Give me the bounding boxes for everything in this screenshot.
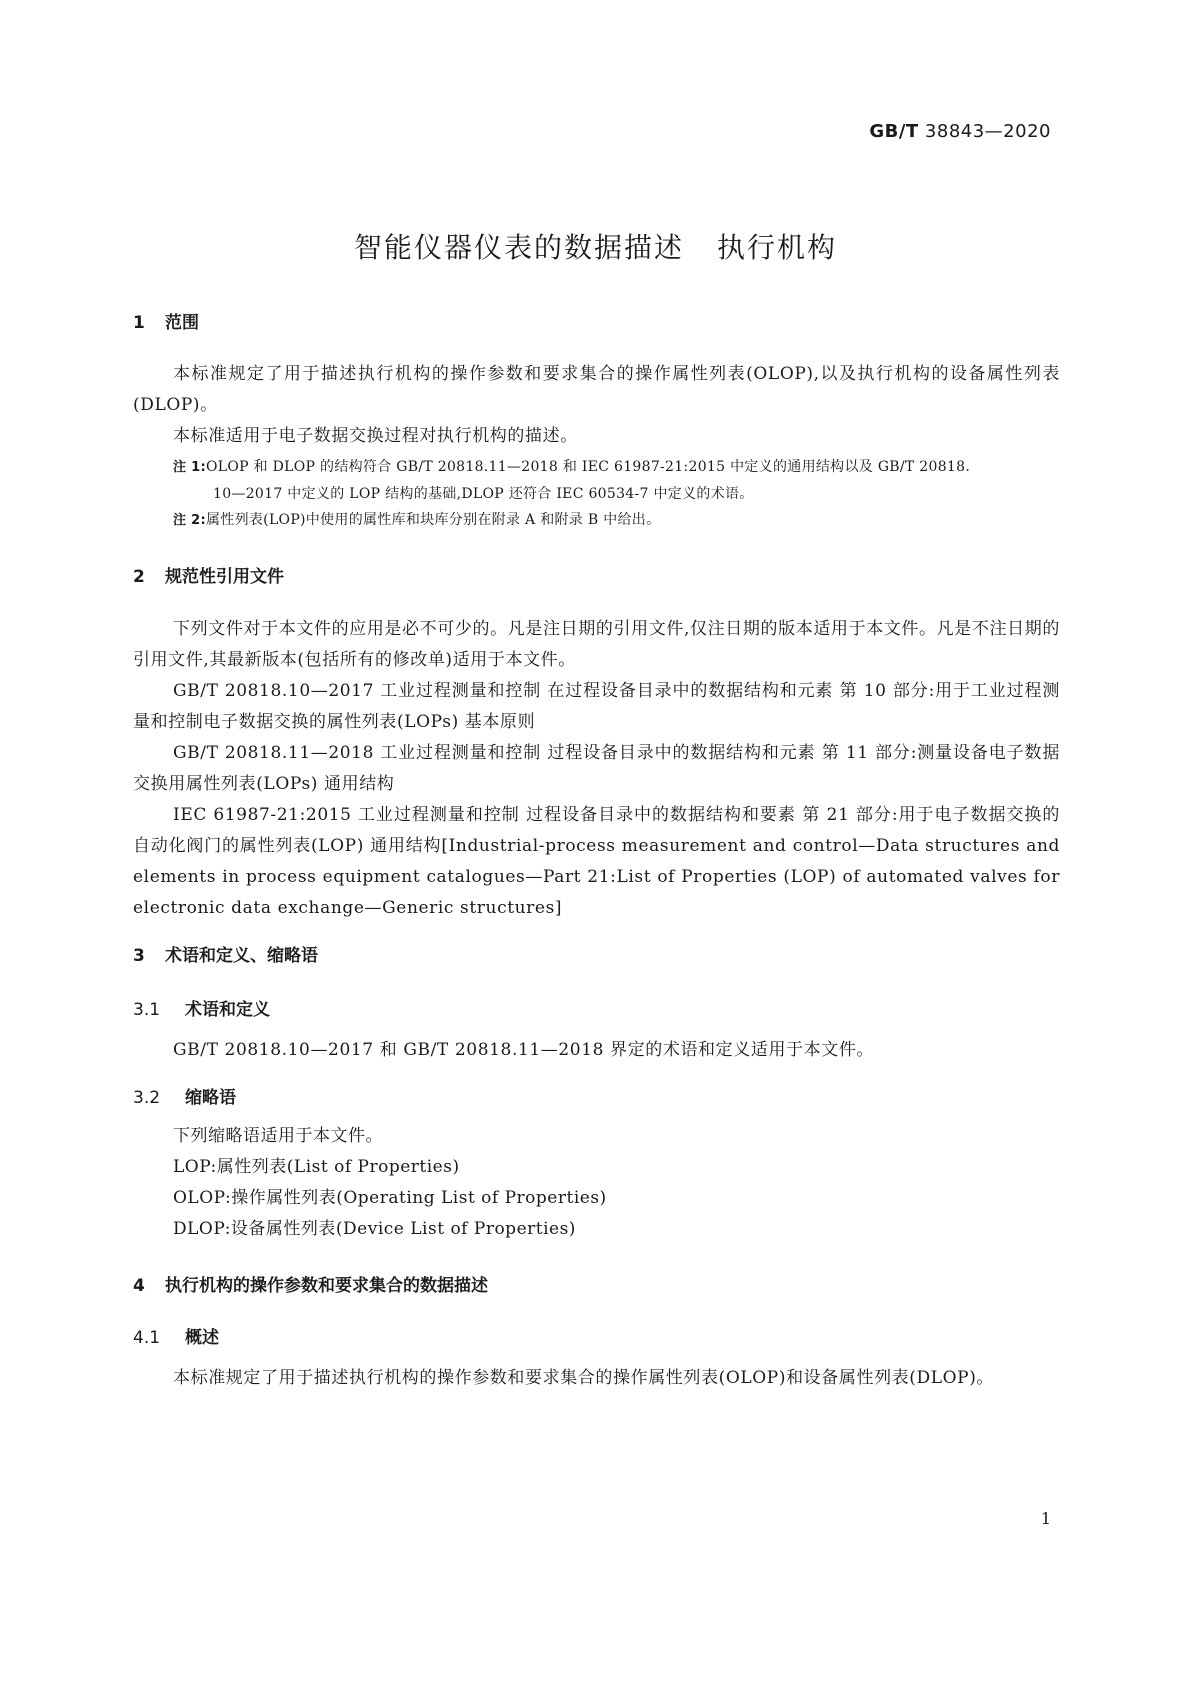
section-1-heading: [133, 308, 1060, 333]
paragraph: GB/T 20818.10—2017 和 GB/T 20818.11—2018 界定的术语和定义适用于本文件。: [173, 1040, 875, 1060]
subsection-title: 概述: [185, 1328, 219, 1348]
section-2-body: [133, 614, 1060, 924]
section-title: 执行机构的操作参数和要求集合的数据描述: [165, 1276, 488, 1296]
section-4-1-body: [133, 1363, 1060, 1394]
note-text: 属性列表(LOP)中使用的属性库和块库分别在附录 A 和附录 B 中给出。: [205, 512, 661, 528]
paragraph: 下列文件对于本文件的应用是必不可少的。凡是注日期的引用文件,仅注日期的版本适用于本文件。凡是不注日期的引用文件,其最新版本(包括所有的修改单)适用于本文件。: [133, 619, 1060, 670]
section-1-body: [133, 359, 1060, 534]
section-3-2-heading: [133, 1083, 1060, 1108]
abbreviation-item: LOP:属性列表(List of Properties): [173, 1157, 460, 1177]
note-label: 注 2:: [173, 513, 206, 528]
reference-item: IEC 61987-21:2015 工业过程测量和控制 过程设备目录中的数据结构和要素 第 21 部分:用于电子数据交换的自动化阀门的属性列表(LOP) 通用结构[Industrial-process measurement and control—Data structures and elements in process equipment catalogues—Part 21:List of Properties (LOP) of automated valves for electronic data exchange—Generic structures]: [133, 805, 1060, 918]
section-number: 3: [133, 946, 145, 966]
note-text: OLOP 和 DLOP 的结构符合 GB/T 20818.11—2018 和 IEC 61987-21:2015 中定义的通用结构以及 GB/T 20818.: [205, 459, 971, 475]
section-3-1-heading: [133, 995, 1060, 1020]
section-4-heading: [133, 1271, 1060, 1296]
note-1: [133, 454, 1060, 507]
section-number: 2: [133, 567, 145, 587]
paragraph: 下列缩略语适用于本文件。: [173, 1126, 383, 1146]
section-number: 1: [133, 313, 145, 333]
section-title: 范围: [165, 313, 199, 333]
section-2-heading: [133, 562, 1060, 587]
paragraph: 本标准规定了用于描述执行机构的操作参数和要求集合的操作属性列表(OLOP)和设备属性列表(DLOP)。: [173, 1368, 995, 1388]
document-title: 智能仪器仪表的数据描述 执行机构: [354, 231, 837, 264]
section-title: 规范性引用文件: [165, 567, 284, 587]
subsection-number: 3.1: [133, 1000, 161, 1020]
subsection-number: 4.1: [133, 1328, 161, 1348]
section-3-1-body: [133, 1035, 1060, 1066]
note-label: 注 1:: [173, 460, 206, 475]
subsection-title: 缩略语: [185, 1088, 236, 1108]
page-number: 1: [1040, 1509, 1051, 1528]
section-4-1-heading: [133, 1323, 1060, 1348]
reference-item: GB/T 20818.11—2018 工业过程测量和控制 过程设备目录中的数据结构和元素 第 11 部分:测量设备电子数据交换用属性列表(LOPs) 通用结构: [133, 743, 1060, 794]
reference-item: GB/T 20818.10—2017 工业过程测量和控制 在过程设备目录中的数据结构和元素 第 10 部分:用于工业过程测量和控制电子数据交换的属性列表(LOPs) 基本原则: [133, 681, 1060, 732]
standard-code: [869, 121, 1051, 142]
section-3-heading: [133, 941, 1060, 966]
subsection-number: 3.2: [133, 1088, 161, 1108]
abbreviation-item: OLOP:操作属性列表(Operating List of Properties): [173, 1188, 607, 1208]
standard-prefix: GB/T: [869, 121, 919, 142]
paragraph: 本标准适用于电子数据交换过程对执行机构的描述。: [173, 426, 578, 446]
section-3-2-body: [133, 1121, 1060, 1245]
section-title: 术语和定义、缩略语: [165, 946, 318, 966]
note-text-continued: 10—2017 中定义的 LOP 结构的基础,DLOP 还符合 IEC 60534-7 中定义的术语。: [213, 486, 754, 502]
subsection-title: 术语和定义: [185, 1000, 270, 1020]
section-number: 4: [133, 1276, 145, 1296]
note-2: [133, 507, 1060, 534]
paragraph: 本标准规定了用于描述执行机构的操作参数和要求集合的操作属性列表(OLOP),以及执行机构的设备属性列表(DLOP)。: [133, 364, 1060, 415]
standard-number: 38843—2020: [924, 121, 1051, 142]
abbreviation-item: DLOP:设备属性列表(Device List of Properties): [173, 1219, 576, 1239]
